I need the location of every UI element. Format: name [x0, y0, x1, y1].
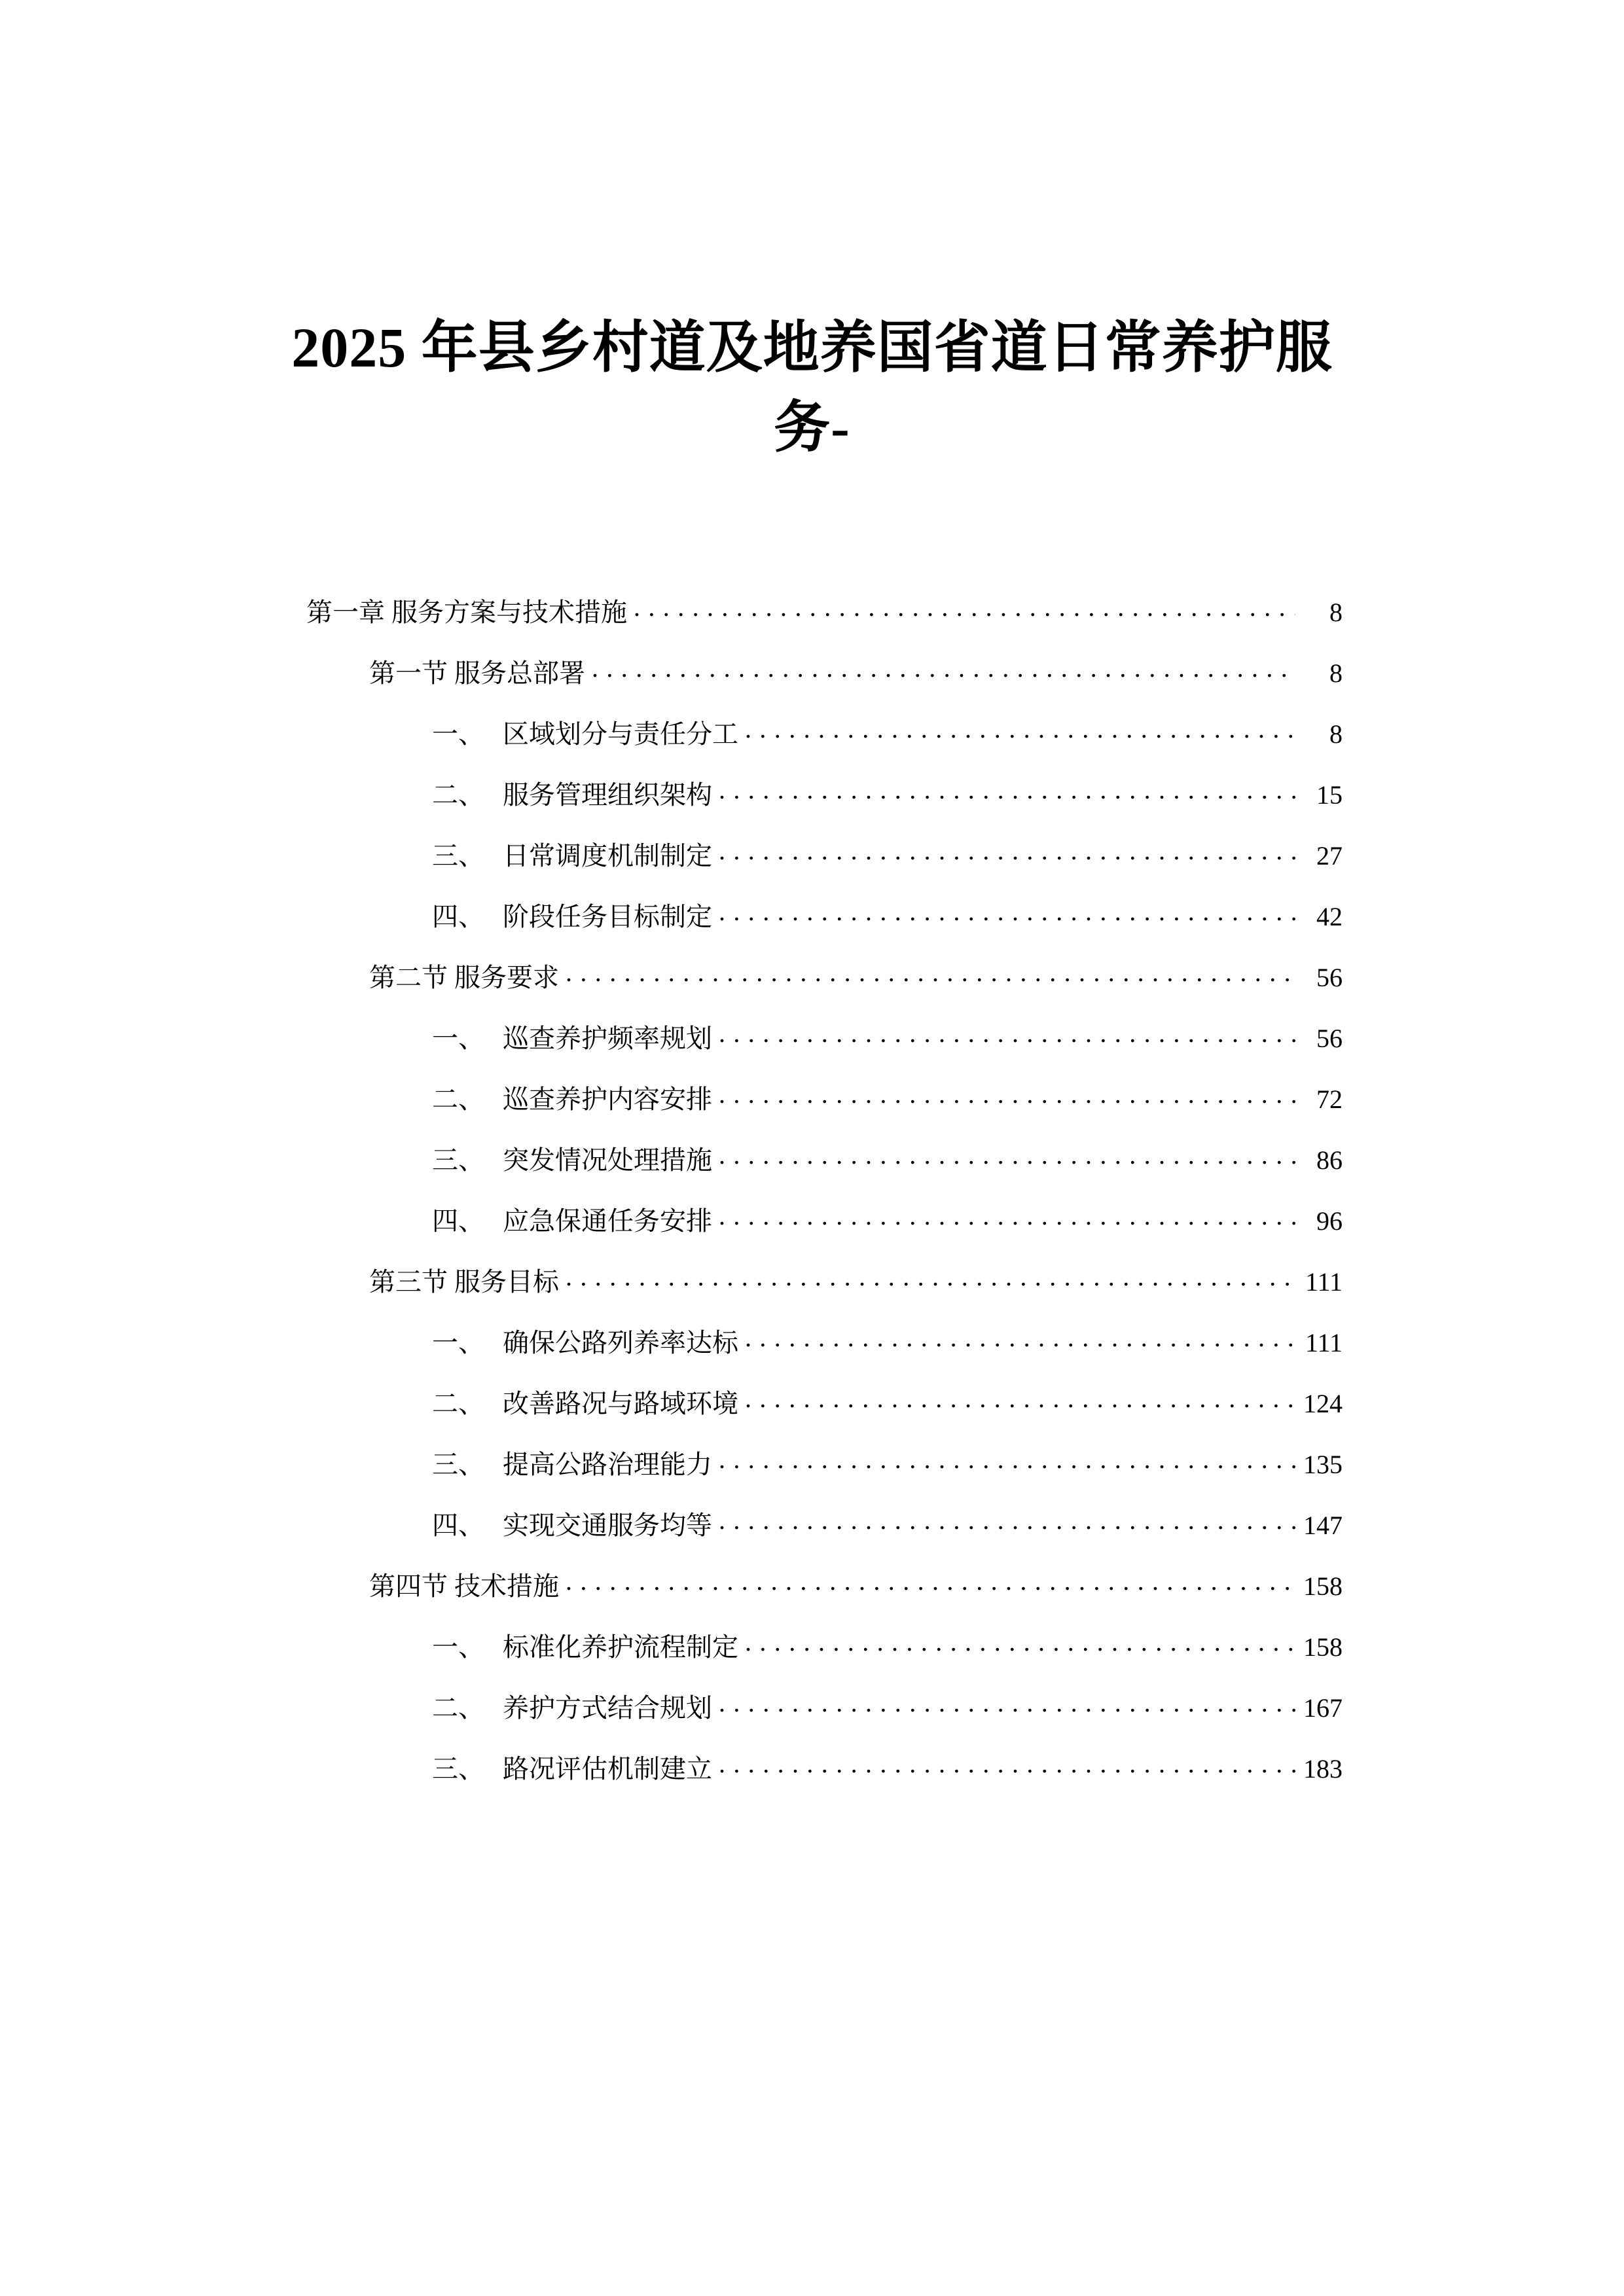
- toc-entry[interactable]: [432, 899, 1343, 930]
- toc-page-number: 111: [1305, 1328, 1343, 1358]
- toc-page-number: 56: [1316, 1024, 1343, 1054]
- toc-leader-dots: [719, 778, 1295, 804]
- toc-entry-label: [432, 1452, 712, 1478]
- toc-page-number: 8: [1329, 719, 1343, 749]
- toc-entry-number: 四、: [432, 1511, 484, 1541]
- toc-entry-label: [432, 1026, 712, 1052]
- toc-entry-number: 一、: [432, 719, 484, 749]
- toc-leader-dots: [566, 1265, 1295, 1291]
- toc-page-number: 72: [1316, 1085, 1343, 1115]
- toc-entry-number: 一、: [432, 1632, 484, 1662]
- toc-entry-label: [432, 721, 738, 747]
- toc-entry-number: 二、: [432, 1693, 484, 1723]
- toc-leader-dots: [719, 1143, 1295, 1169]
- toc-leader-dots: [634, 595, 1295, 621]
- toc-entry-number: 二、: [432, 1085, 484, 1115]
- toc-leader-dots: [745, 717, 1295, 743]
- toc-entry-label: [432, 1756, 712, 1782]
- toc-entry-text: 日常调度机制制定: [503, 841, 712, 871]
- table-of-contents: [0, 595, 1624, 1782]
- toc-entry[interactable]: [432, 1447, 1343, 1478]
- toc-entry-number: 二、: [432, 780, 484, 810]
- toc-entry-label: [432, 1513, 712, 1539]
- toc-entry-number: 三、: [432, 1754, 484, 1784]
- toc-entry[interactable]: [432, 778, 1343, 808]
- toc-leader-dots: [719, 838, 1295, 865]
- toc-entry[interactable]: [432, 1021, 1343, 1052]
- toc-leader-dots: [719, 1508, 1295, 1534]
- toc-page-number: 56: [1316, 963, 1343, 993]
- toc-entry[interactable]: [369, 960, 1343, 991]
- toc-entry-label: [432, 1634, 738, 1660]
- toc-entry-text: 巡查养护内容安排: [503, 1085, 712, 1115]
- toc-page-number: 147: [1303, 1511, 1343, 1541]
- toc-entry-label: [432, 1695, 712, 1721]
- toc-entry-label: 第三节 服务目标: [369, 1267, 559, 1297]
- toc-entry-text: 应急保通任务安排: [503, 1206, 712, 1236]
- toc-entry-label: 第二节 服务要求: [369, 963, 559, 993]
- toc-entry[interactable]: [432, 1143, 1343, 1174]
- toc-entry-number: 三、: [432, 1145, 484, 1175]
- toc-entry-label: 第一节 服务总部署: [369, 658, 585, 689]
- page-title-line-2: 务-: [774, 396, 850, 459]
- toc-leader-dots: [719, 1204, 1295, 1230]
- toc-entry[interactable]: [369, 656, 1343, 687]
- toc-entry[interactable]: [432, 1386, 1343, 1417]
- toc-leader-dots: [719, 1691, 1295, 1717]
- toc-entry-number: 二、: [432, 1389, 484, 1419]
- toc-page-number: 183: [1303, 1754, 1343, 1784]
- toc-page-number: 27: [1316, 841, 1343, 871]
- toc-entry-text: 区域划分与责任分工: [503, 719, 738, 749]
- toc-leader-dots: [719, 899, 1295, 925]
- toc-entry[interactable]: [369, 1265, 1343, 1295]
- page-title: [0, 0, 1624, 467]
- toc-entry-label: [432, 1330, 738, 1356]
- toc-entry-text: 养护方式结合规划: [503, 1693, 712, 1723]
- toc-entry[interactable]: [306, 595, 1343, 626]
- toc-entry-label: [432, 1208, 712, 1234]
- toc-page-number: 135: [1303, 1450, 1343, 1480]
- toc-page-number: 8: [1329, 598, 1343, 628]
- toc-entry-label: [432, 1391, 738, 1417]
- toc-entry-text: 确保公路列养率达标: [503, 1328, 738, 1358]
- toc-entry-text: 路况评估机制建立: [503, 1754, 712, 1784]
- page-title-line-1: 2025 年县乡村道及地养国省道日常养护服: [291, 316, 1333, 379]
- toc-entry-text: 标准化养护流程制定: [503, 1632, 738, 1662]
- toc-page-number: 42: [1316, 902, 1343, 932]
- toc-entry-number: 三、: [432, 1450, 484, 1480]
- toc-leader-dots: [719, 1082, 1295, 1108]
- toc-entry-text: 服务管理组织架构: [503, 780, 712, 810]
- toc-entry-text: 提高公路治理能力: [503, 1450, 712, 1480]
- toc-entry-label: [432, 904, 712, 930]
- toc-page-number: 158: [1303, 1632, 1343, 1662]
- toc-leader-dots: [719, 1751, 1295, 1778]
- toc-leader-dots: [745, 1386, 1295, 1412]
- toc-entry-label: [432, 782, 712, 808]
- toc-leader-dots: [745, 1325, 1295, 1352]
- toc-entry-number: 一、: [432, 1328, 484, 1358]
- toc-entry[interactable]: [369, 1569, 1343, 1600]
- toc-entry-text: 改善路况与路域环境: [503, 1389, 738, 1419]
- toc-entry-number: 四、: [432, 1206, 484, 1236]
- toc-entry[interactable]: [432, 838, 1343, 869]
- toc-entry-label: 第四节 技术措施: [369, 1571, 559, 1602]
- toc-leader-dots: [566, 960, 1295, 986]
- toc-entry-label: 第一章 服务方案与技术措施: [306, 598, 627, 628]
- toc-page-number: 124: [1303, 1389, 1343, 1419]
- toc-entry[interactable]: [432, 1508, 1343, 1539]
- toc-page-number: 96: [1316, 1206, 1343, 1236]
- toc-page-number: 86: [1316, 1145, 1343, 1175]
- toc-entry-text: 突发情况处理措施: [503, 1145, 712, 1175]
- toc-entry[interactable]: [432, 1751, 1343, 1782]
- toc-leader-dots: [719, 1021, 1295, 1047]
- toc-leader-dots: [745, 1630, 1295, 1656]
- toc-entry-label: [432, 1147, 712, 1174]
- toc-entry[interactable]: [432, 717, 1343, 747]
- toc-entry-text: 实现交通服务均等: [503, 1511, 712, 1541]
- toc-leader-dots: [592, 656, 1295, 682]
- toc-page-number: 8: [1329, 658, 1343, 689]
- toc-entry[interactable]: [432, 1325, 1343, 1356]
- toc-entry[interactable]: [432, 1630, 1343, 1660]
- toc-entry-text: 阶段任务目标制定: [503, 902, 712, 932]
- toc-entry-label: [432, 1086, 712, 1113]
- toc-entry-label: [432, 843, 712, 869]
- toc-entry-number: 四、: [432, 902, 484, 932]
- toc-entry[interactable]: [432, 1691, 1343, 1721]
- toc-entry-text: 巡查养护频率规划: [503, 1024, 712, 1054]
- toc-page-number: 158: [1303, 1571, 1343, 1602]
- toc-entry[interactable]: [432, 1082, 1343, 1113]
- toc-page-number: 15: [1316, 780, 1343, 810]
- toc-leader-dots: [719, 1447, 1295, 1473]
- toc-leader-dots: [566, 1569, 1295, 1595]
- toc-page-number: 167: [1303, 1693, 1343, 1723]
- toc-entry[interactable]: [432, 1204, 1343, 1234]
- toc-entry-number: 一、: [432, 1024, 484, 1054]
- toc-page-number: 111: [1305, 1267, 1343, 1297]
- toc-entry-number: 三、: [432, 841, 484, 871]
